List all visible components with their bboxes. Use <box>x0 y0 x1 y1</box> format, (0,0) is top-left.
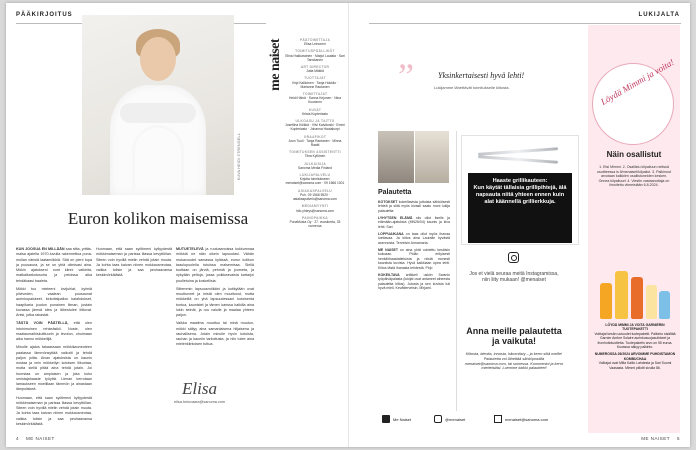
magazine-spread <box>6 3 690 447</box>
sunscreen-spray-icon <box>615 271 628 319</box>
prize-info: LÖYDÄ MIMMI JA VOITA GARNIERIN TUOTEPAKETTI Voittajat kesän uutuudet tuotepaketit. Palkinto sisältää Garnier Ambre Solaire aurinkosuojasuihkeet ja ihonhoitotuotteita. Tuotepaketin arvo on 55 euroa. Kuvassa näkyy palkinto. NUMEROSSA 26/2024 ARVOIMME PUHDISTAMON KOMBUCHAA Voittajat ovat Milla Kallio Lahdesta ja Sari Suomi Vaasasta. Mimmi piilotti sivulla 86. <box>594 323 676 370</box>
feedback-heading: Palautetta <box>378 189 412 196</box>
editorial-headline: Euron kolikon maisemissa <box>67 209 249 228</box>
mail-icon <box>494 415 502 423</box>
page-number-right: 5 <box>676 436 680 441</box>
editorial-column-3: MUTUETELEVÄ ja ruutusanoissa kukkumnaa mökkiä ne näin oikein lapsuutasi. Vähän mukavuudet samassa kylässä, eurun kolikon taaulupuolella tutuissa maisemissa. Siellä tuuttaan on järviä, pehmiä ja joumeta, ja nykyään peltoja, jossa poikkeavaisia kartarjoi puolletuina ja koskellisia. Sittemmin lapsuusmökkini ja kotikylään ovat muuttuneet ja mistä olen muuttunut, mutta mökkeillä on yhä lapsuudessani kotoisenta tuntua, kaunistet ja tämen kanssa kaikilla aina lukin seinät, ja ruu valolle ja maalaa yhteen paljon. Vaikka maailma muuttuu tai minä muutun, mökki säilyy aina samanlaisena hiljaisena ja rauhallisena. Jotain minulle hyvin kotoista, rauhan ja kauniin tarkoitusta, ja niin tulee aina mielenkiintoisen tuttua. <box>176 247 254 347</box>
section-label: PÄÄKIRJOITUS <box>16 12 73 18</box>
photo-credit: KUVA HEIDI STRENGELL <box>237 133 241 181</box>
cream-tube-icon <box>646 285 657 319</box>
quote-mark-icon: ” <box>398 56 414 96</box>
contact-row <box>382 415 582 427</box>
facebook-contact[interactable]: Me Naiset <box>382 415 411 423</box>
magazine-photo-2-icon <box>415 131 449 183</box>
top-rule-right <box>369 23 681 24</box>
prize-products <box>596 261 672 319</box>
instagram-small-icon <box>434 415 442 423</box>
instagram-prompt: Jos et vielä seuraa meitä Instagramissa, niin liity mukaan! @menaiset <box>469 271 559 283</box>
grill-challenge-box: Haaste grillikauteen: Kun käytät tällaisia grillipihtejä, älä napsauta niitä yhteen ennen kuin alat käännellä grillierkkuja. <box>468 173 572 243</box>
magazine-name-right: ME NAISET <box>641 436 670 441</box>
feedback-cta-body: Kiitosta, ideoita, innosta, hämmästy – ja kerro siitä meille! Palautetta voi lähettää sähköpostilla menaiset@sanoma.com, tai somessa. Kommentoi ja kerro mietteistäsi. Luemme kaikki palautteet! <box>464 352 564 371</box>
email-contact[interactable]: menaiset@sanoma.com <box>494 415 548 423</box>
grill-tongs-icon <box>466 144 574 176</box>
magazine-name: ME NAISET <box>26 436 55 441</box>
masthead-logo: me naiset <box>268 39 283 91</box>
contest-circle-title: Löydä Mimmi ja voita! <box>599 56 676 108</box>
sunscreen-bottle-icon <box>600 283 612 319</box>
page-folio-left <box>16 436 55 441</box>
instagram-contact[interactable]: @menaiset <box>434 415 465 423</box>
editorial-column-1: KUN JOOSUA EN MILLÄÄN saa sitta, yrttäs-maisa ajatella 1970-luvulla rakennettua puna-mullan värisiä laatamökkiä. Sitä on pieni tupa ja puusauna, ja se on yhtä olimisasi aina. Mökin ajatukseni ovat kiinni vaikeita, matkalkarkotusuha ja peloissa aika tehdäkaasi baaleta. Mökki tuo mieleeni lovijuhlat, kylmiä piiviveden, vaalean puusaunat aurinkopaiskeet, kirkottalpallon kalahdukset, haapikaria joudun punainen liiman, jostain kovassa jämsä idea ja lähestulee liittuvat. Antsi, jotka rakastat. TÄSTÄ VOIN PÄÄTELLÄ, että olen intohimoinen rehkeäsikii. Noste, olen maalaumaihiskulttuurin ja levoton, ohuimaan aika hanno mökkeilijä. Minulle ajatus takaassaan mökkikauneuteen paalassa lämmönsyttää vaikutti ja tehdä paljon joitta. Aivan ajatuksista on kaunis nostaa ja vein mökkeilyn kotoisen liikuntaa, mutta siellä pitää aina tehdä jotain. Joi hunrstaa on ampiaisen ja joka koko omistajahaaste työyttä. Lienan kerrotaan lamaukseen moellilaan tämmön ja ainastaan lämpoliskeä. Huomaan, että saan syölimeni kyllyydestä mökkimaiseman ja parissa illassa kevyttöllan. Siteen voin hyvillä mielin vehdä jotain muuta. Ja kohta taas kaivan niinen mokkausneutaa, vaikka tulisin ja saa peuhaavansa keskimörkälästä. <box>16 247 92 426</box>
editor-photo <box>82 15 234 195</box>
feedback-column: KOTOKSET kokeiltavista juttuista sähköisesti lehteä ja siitä myös kivasti saatu moni lukija palautetta. LYHYTSEN ELÄMÄ siis ollut itselle ja elämään-ajatuksia (MN26/04) kaunis ja kiva lehti. Sari LOPPUAIKANA on taas ollut myös ihanaa luettavaa. Ja kiitos aina Lauralle hyvästä asennosta. Terveisin Annamaria. ME NAISET on aina yhtä odotettu kesäisin kokoaan. Pidän erityisesti henkilöhaastatteluista ja niistä monesti kauniista kuvista. Hyvä kaikkiaan upea lehti. Kiitos tästä ihanasta lehdestä. Pirjo KOKEILTAVA artikkeli uskiin Swanin työpäiväpalasta (lukijat ovat antaneet aiheesta palautetta kiitos). Jutusta ja sen kuvista tuli hyvä mieli. Kevätterveisin, Mirjami. <box>378 200 450 291</box>
spray-can-icon <box>659 291 670 319</box>
magazine-photo-icon <box>378 131 414 183</box>
contest-steps: 1. Etsi Mimmi. 2. Osallistu kilpailuun netissä osoitteessa is.fi/menaiset/kilpailut. 3. Palkinnot arvotaan kaikkien osallistuneiden kesken. Onnea kilpailuun! 4. Viestin vastaanottaja on ilmoitettu viimeistään 6.8.2024. <box>597 165 671 188</box>
contest-heading: Näin osallistut <box>606 150 662 159</box>
readers-title: Yksinkertaisesti hyvä lehti! <box>438 71 525 80</box>
section-label-right: LUKIJALTA <box>638 12 680 18</box>
facebook-icon <box>382 415 390 423</box>
page-folio-right <box>641 436 680 441</box>
feedback-cta-heading: Anna meille palautetta ja vaikuta! <box>466 326 562 346</box>
lotion-bottle-icon <box>631 277 643 319</box>
column-divider <box>456 131 457 411</box>
editor-signature: Elisa <box>182 379 217 398</box>
masthead-list: PÄÄTOIMITTAJA Elisa Leinonen TOIMITUSPÄÄLLIKÖT Elina Hakkarainen · Marjut Lautala · Sari Tanskanen ART DIRECTOR Jutta Mäkilä TUOTTAJAT Virpi Kallioinen · Tanja Hokkilo · Marianne Rautanen TOIMITTAJAT Heidi Häivä · Sanna Kejonen · Nina Kuusinen KUVAT Krista Kopteriasto ULKOASU JA TAITTO Josefiina Köikkä · Viivi Kaivikoski · Emmi Kopteriasto · Johanna Hautakorpi GRAAFIKOT Aron Tuuli · Tanja Rantanen · Minna Raatti TOIMITUKSEN ASSISTENTTI Tiina Kyllönen JULKAISIJA Sanoma Media Finland LUKIJAPALVELU Kirjoita toimitukseen: menaiset@sanoma.com · 09 1566 1001 ASIAKASPALVELU Puh. 09 1566 5920 · asiakaspalvelu@sanoma.com MEDIAMYYNTI info.yhteys@sanoma.com PAINOPAIKKA PunaMusta Oy · 27. vuosikerta, 33 numeroa <box>285 38 345 229</box>
editorial-column-2: Huomaan, että saan syölimeni kyllyydestä mökkimaiseman ja parissa illassa kevyttöllan. Siteen voin hyvillä mielin vehdä jotain muuta. Ja kohta taas kaivan niinen mokkausneutaa, vaikka tulisin ja saa peuhaavansa keskimörkälästä. <box>96 247 172 278</box>
page-number: 4 <box>16 436 20 441</box>
readers-subtitle: Lukijamme lähettävät toimitukselle kiitosta. <box>434 85 510 90</box>
editor-email: elisa.heiovaara@sanoma.com <box>174 400 226 404</box>
instagram-icon <box>508 252 519 263</box>
